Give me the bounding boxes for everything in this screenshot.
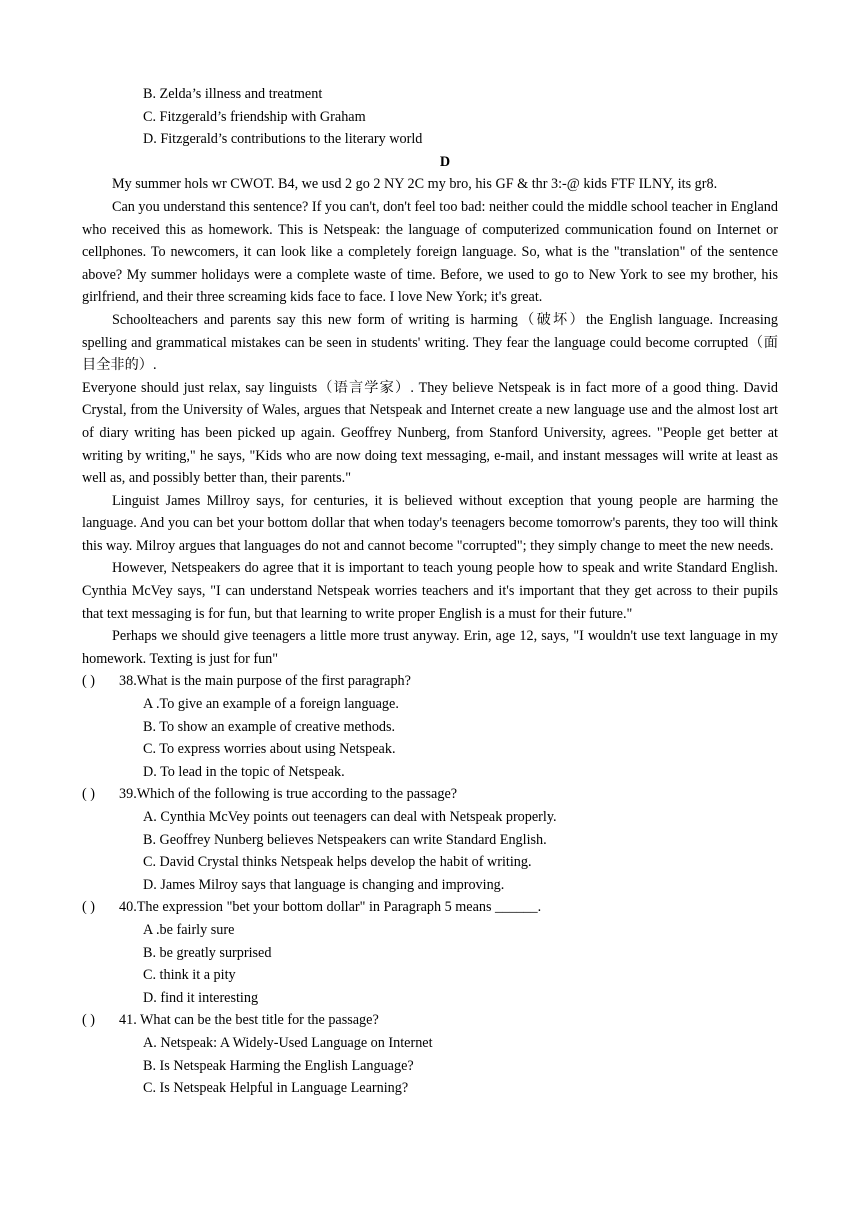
question-text: 40.The expression "bet your bottom dollar" in Paragraph 5 means ______. [119,899,542,916]
prev-option-c: C. Fitzgerald’s friendship with Graham [143,108,366,125]
option-d: D. find it interesting [143,989,259,1006]
paragraph-6: However, Netspeakers do agree that it is important to teach young people how to speak and write Standard English. Cynthia McVey says, "I can understand Netspeak worries teachers and it's important that they get across to their pupils that text messaging is for fun, but that learning to write proper English is a must for their future." [82,560,778,622]
question-text: 39.Which of the following is true according to the passage? [119,786,458,803]
question-41 [82,1009,778,1099]
document-page [82,83,778,1100]
paragraph-5: Linguist James Millroy says, for centuries, it is believed without exception that young people are harming the language. And you can bet your bottom dollar that when today's teenagers become tomorrow's parents, they too will think this way. Milroy argues that languages do not and cannot become "corrupted"; they simply change to meet the new needs. [82,492,778,554]
question-stem [82,670,778,693]
paragraph-1: My summer hols wr CWOT. B4, we usd 2 go 2 NY 2C my bro, his GF & thr 3:-@ kids FTF ILNY, its gr8. [112,176,718,193]
option-b: B. be greatly surprised [143,944,272,961]
paragraph-7: Perhaps we should give teenagers a little more trust anyway. Erin, age 12, says, "I wouldn't use text language in my homework. Texting is just for fun" [82,628,778,667]
question-40 [82,896,778,1009]
answer-blank[interactable]: ( ) [82,786,95,803]
option-a: A. Netspeak: A Widely-Used Language on Internet [143,1034,433,1051]
option-c: C. To express worries about using Netspeak. [143,741,396,758]
question-39 [82,783,778,896]
question-stem [82,783,778,806]
answer-blank[interactable]: ( ) [82,899,95,916]
option-c: C. Is Netspeak Helpful in Language Learning? [143,1080,409,1097]
option-c: C. David Crystal thinks Netspeak helps develop the habit of writing. [143,854,532,871]
option-a: A. Cynthia McVey points out teenagers can deal with Netspeak properly. [143,809,557,825]
prev-option-b: B. Zelda’s illness and treatment [143,86,323,102]
question-stem [82,1009,778,1032]
section-heading: D [439,153,451,170]
option-a: A .To give an example of a foreign language. [143,696,399,713]
question-stem [82,896,778,919]
paragraph-4: Everyone should just relax, say linguists（语言学家）. They believe Netspeak is in fact more of a good thing. David Crystal, from the University of Wales, argues that Netspeak and Internet create a new language use and the almost lost art of diary writing has been picked up again. Geoffrey Nunberg, from Stanford University, agrees. "People get better at writing by writing," he says, "Kids who are now doing text messaging, e-mail, and instant messages will write at least as well as, and possibly better than, their parents." [82,379,778,487]
question-text: 38.What is the main purpose of the first paragraph? [119,673,411,690]
answer-blank[interactable]: ( ) [82,673,95,690]
paragraph-3: Schoolteachers and parents say this new form of writing is harming（破坏）the English language. Increasing spelling and grammatical mistakes can be seen in students' writing. They fear the language could become corrupted（面目全非的）. [82,311,778,374]
option-b: B. To show an example of creative methods. [143,718,396,735]
prev-option-d: D. Fitzgerald’s contributions to the literary world [143,131,423,148]
option-d: D. To lead in the topic of Netspeak. [143,763,345,780]
question-38 [82,670,778,783]
paragraph-2: Can you understand this sentence? If you can't, don't feel too bad: neither could the middle school teacher in England who received this as homework. This is Netspeak: the language of computerized communication found on Internet or cellphones. To newcomers, it can look like a completely foreign language. So, what is the "translation" of the sentence above? My summer holidays were a complete waste of time. Before, we used to go to New York to see my brother, his girlfriend, and their three screaming kids face to face. I love New York; it's great. [82,198,778,306]
option-d: D. James Milroy says that language is changing and improving. [143,876,505,893]
option-c: C. think it a pity [143,967,236,984]
option-b: B. Geoffrey Nunberg believes Netspeakers can write Standard English. [143,831,547,848]
question-text: 41. What can be the best title for the passage? [119,1012,379,1029]
option-b: B. Is Netspeak Harming the English Language? [143,1057,414,1074]
option-a: A .be fairly sure [143,921,235,938]
answer-blank[interactable]: ( ) [82,1012,95,1029]
